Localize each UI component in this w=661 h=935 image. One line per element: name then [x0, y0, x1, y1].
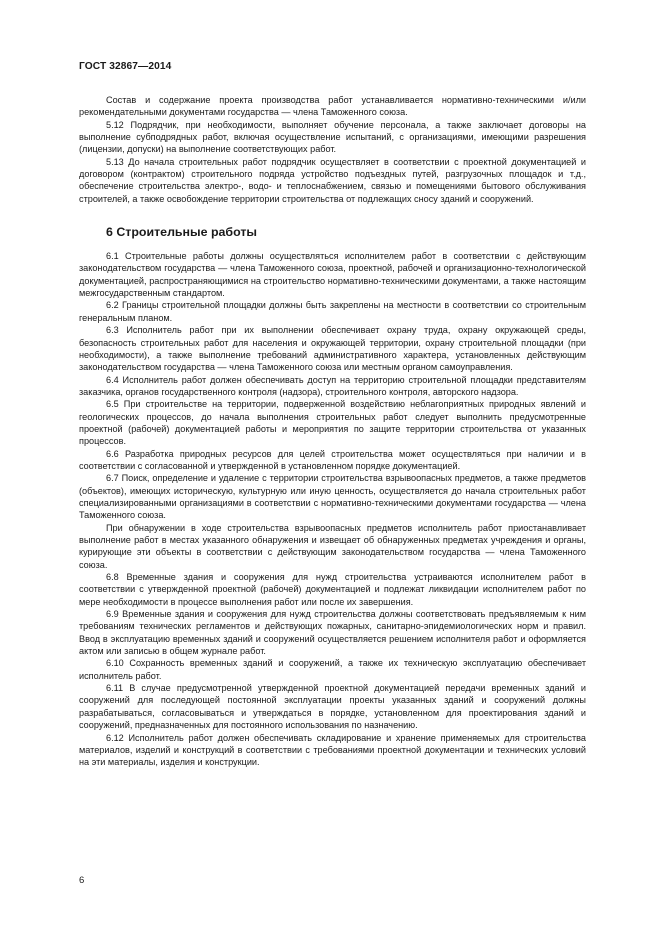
page-content [79, 94, 586, 769]
paragraph-6-6: 6.6 Разработка природных ресурсов для целей строительства может осуществляться при наличии и в соответствии с согласованной и утвержденной в установленном порядке документацией. [79, 448, 586, 471]
paragraph-6-5: 6.5 При строительстве на территории, подверженной воздействию неблагоприятных природных явлений и геологических процессов, до начала выполнения строительных работ следует выполнить предусмотренные проектной (рабочей) документацией работы и мероприятия по защите территории строительства от указанных процессов. [79, 399, 586, 447]
paragraph-6-3: 6.3 Исполнитель работ при их выполнении обеспечивает охрану труда, охрану окружающей среды, безопасность строительных работ для населения и окружающей территории, охрану строительной площадки (при необходимости), а также выполнение требований административного характера, установленных действующим законодательством государства — члена Таможенного союза или местным органом самоуправления. [79, 325, 586, 373]
paragraph-6-11: 6.11 В случае предусмотренной утвержденной проектной документацией передачи временных зданий и сооружений для последующей постоянной эксплуатации проекты указанных зданий и сооружений должны разрабатываться, согласовываться и утверждаться в порядке, установленном для проектирования зданий и сооружений, предназначенных для постоянного использования по назначению. [79, 683, 586, 731]
paragraph-6-4: 6.4 Исполнитель работ должен обеспечивать доступ на территорию строительной площадки представителям заказчика, органов государственного контроля (надзора), строительного контроля, авторского надзора. [79, 374, 586, 397]
paragraph-6-7: 6.7 Поиск, определение и удаление с территории строительства взрывоопасных предметов, а также предметов (объектов), имеющих историческую, культурную или иную ценность, осуществляется до начала строительных работ специализированными организациями в соответствии с нормативно-техническими документами государства — члена Таможенного союза. [79, 473, 586, 521]
document-header: ГОСТ 32867—2014 [79, 61, 172, 72]
paragraph-6-7-continued: При обнаружении в ходе строительства взрывоопасных предметов исполнитель работ приостанавливает выполнение работ в местах указанного обнаружения и извещает об обнаруженных предметах учреждения и органы, курирующие эти объекты в соответствии с действующим законодательством государства — члена Таможенного союза. [79, 522, 586, 570]
paragraph-6-8: 6.8 Временные здания и сооружения для нужд строительства устраиваются исполнителем работ в соответствии с утвержденной проектной (рабочей) документацией и подлежат ликвидации исполнителем работ по мере необходимости в процессе выполнения работ или после их завершения. [79, 572, 586, 607]
paragraph-6-9: 6.9 Временные здания и сооружения для нужд строительства должны соответствовать предъявляемым к ним требованиям технических регламентов и действующих пожарных, санитарно-эпидемиологических норм и правил. Ввод в эксплуатацию временных зданий и сооружений осуществляется решением исполнителя работ и оформляется актом или записью в общем журнале работ. [79, 609, 586, 657]
paragraph-5-12: 5.12 Подрядчик, при необходимости, выполняет обучение персонала, а также заключает договоры на выполнение субподрядных работ, включая осуществление испытаний, с организациями, имеющими разрешения (лицензии, допуски) на выполнение соответствующих работ. [79, 119, 586, 155]
spacer [79, 240, 586, 250]
paragraph-6-12: 6.12 Исполнитель работ должен обеспечивать складирование и хранение применяемых для строительства материалов, изделий и конструкций в соответствии с требованиями проектной документации и технических условий на эти материалы, изделия и конструкции. [79, 732, 586, 768]
paragraph-6-2: 6.2 Границы строительной площадки должны быть закреплены на местности в соответствии со строительным генеральным планом. [79, 300, 586, 323]
paragraph-6-1: 6.1 Строительные работы должны осуществляться исполнителем работ в соответствии с действующим законодательством государства — члена Таможенного союза, проектной, рабочей и организационно-технологической документацией, распространяющимися на строительство нормативно-техническими документами, а также настоящим межгосударственным стандартом. [79, 251, 586, 299]
page-number: 6 [79, 875, 85, 886]
paragraph-6-10: 6.10 Сохранность временных зданий и сооружений, а также их техническую эксплуатацию обеспечивает исполнитель работ. [79, 658, 586, 681]
paragraph-5-13: 5.13 До начала строительных работ подрядчик осуществляет в соответствии с проектной документацией и договором (контрактом) строительного подряда устройство подъездных путей, разгрузочных площадок и т.д., обеспечение строительства электро-, водо- и теплоснабжением, связью и помещениями бытового обслуживания строителей, а также освобождение территории строительства от подлежащих сносу зданий и сооружений. [79, 156, 586, 204]
paragraph-intro: Состав и содержание проекта производства работ устанавливается нормативно-техническими и/или рекомендательными документами государства — члена Таможенного союза. [79, 95, 586, 118]
spacer [79, 205, 586, 224]
section-title: 6 Строительные работы [106, 225, 257, 240]
